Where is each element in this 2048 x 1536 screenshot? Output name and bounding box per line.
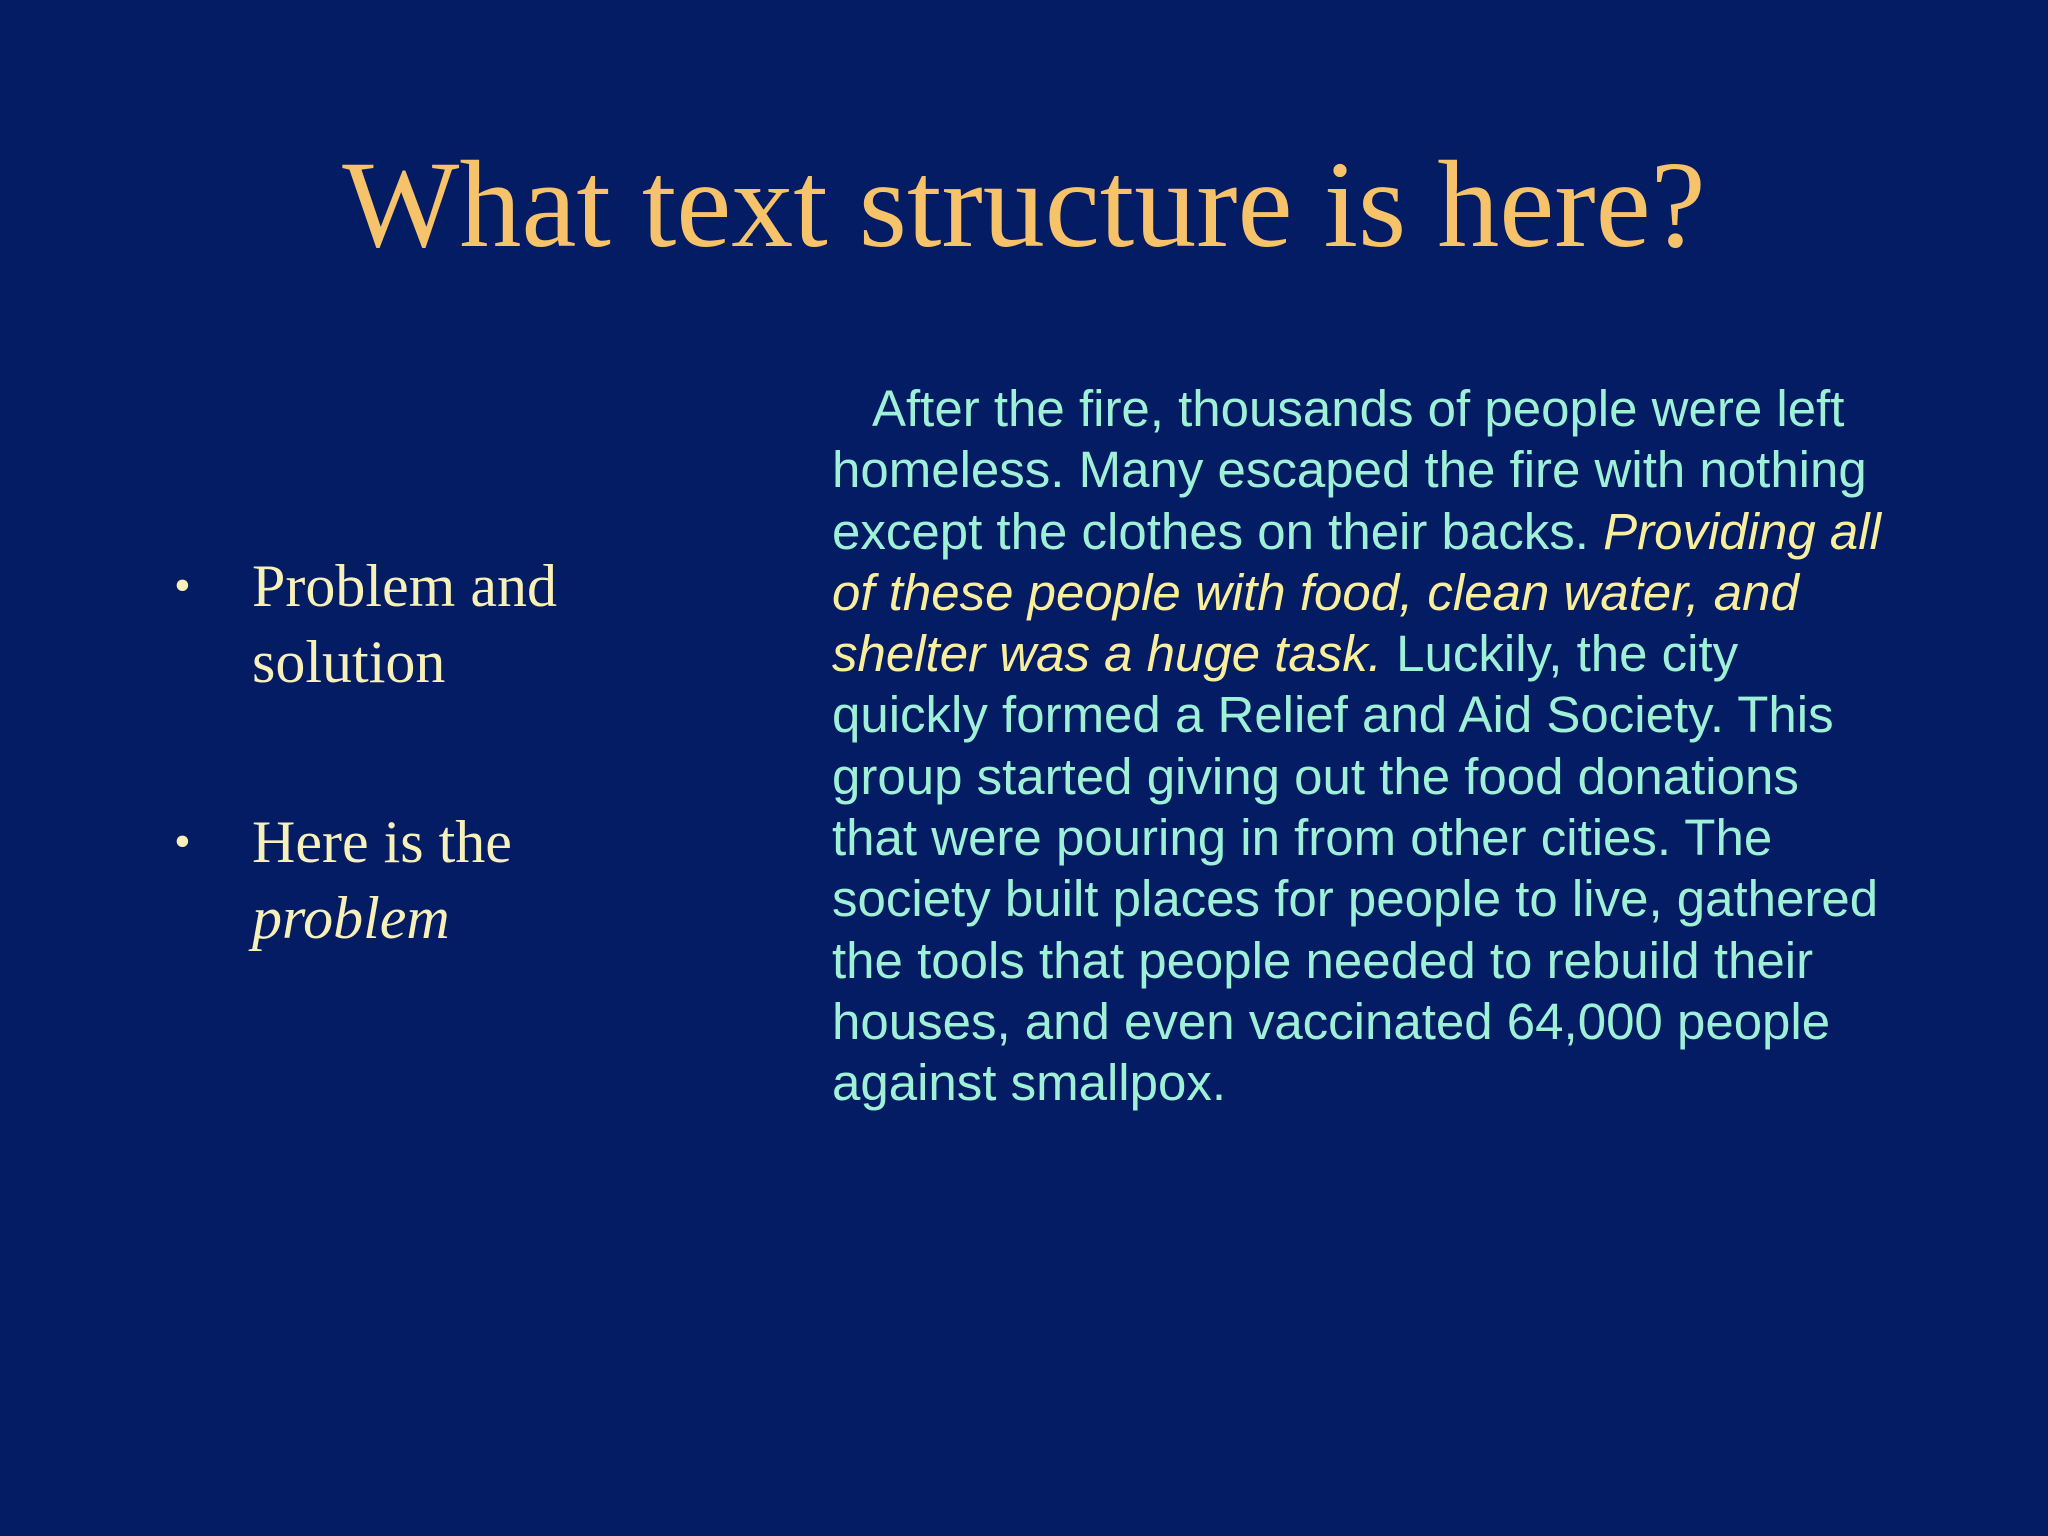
bullet-item xyxy=(170,804,630,956)
passage-part1: After the fire, thousands of people were left homeless. Many escaped the fire with nothing except the clothes on their backs. xyxy=(832,380,1867,560)
passage-part2: Luckily, the city quickly formed a Relief and Aid Society. This group started giving out the food donations that were pouring in from other cities. The society built places for people to live, gathered the tools that people needed to rebuild their houses, and even vaccinated 64,000 people against smallpox. xyxy=(832,625,1879,1112)
bullet-marker: • xyxy=(174,559,191,612)
slide-title: What text structure is here? xyxy=(342,136,1706,273)
bullet-marker: • xyxy=(174,815,191,868)
bullet-emphasis: problem xyxy=(252,885,450,951)
bullet-text: Here is the xyxy=(252,809,512,875)
bullet-text: Problem and solution xyxy=(252,553,557,695)
passage-highlight: Providing all of these people with food, clean water, and shelter was a huge task. xyxy=(832,502,1881,683)
bullet-item xyxy=(170,548,630,700)
passage-text xyxy=(832,378,1892,1114)
bullet-list xyxy=(170,548,630,956)
